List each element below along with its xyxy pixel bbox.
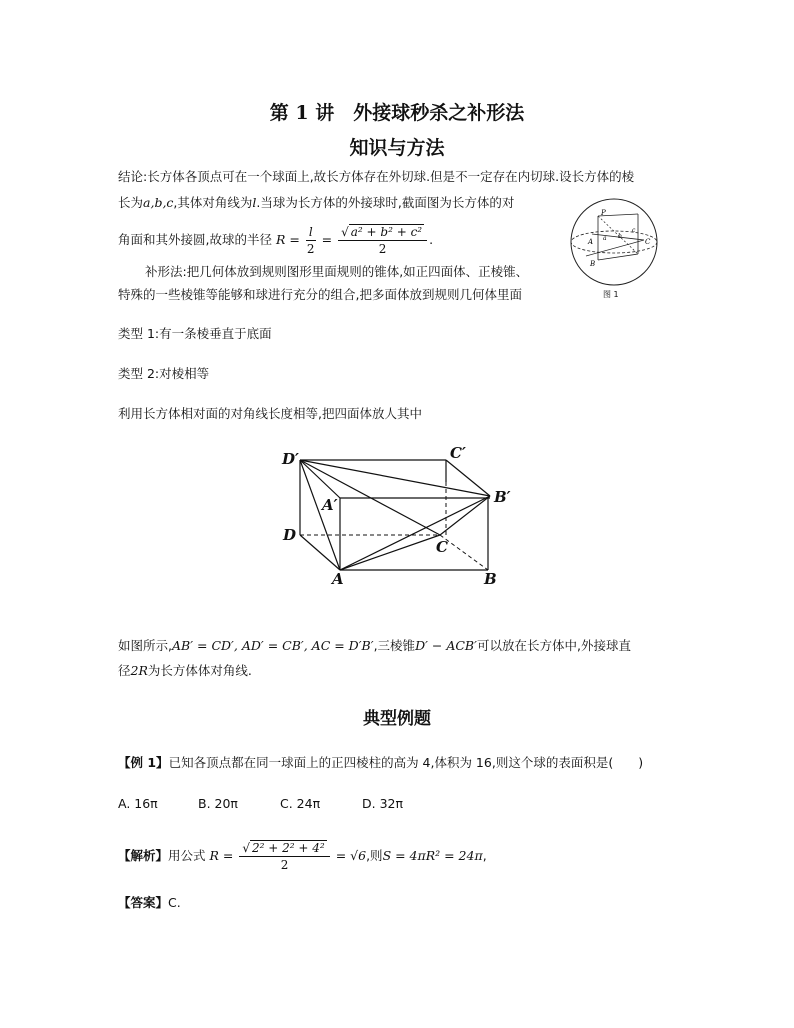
- fig1-label-c: C: [645, 238, 651, 246]
- section-title-knowledge: 知识与方法: [349, 137, 445, 159]
- page-title: 第 1 讲 外接球秒杀之补形法: [269, 102, 525, 124]
- option-b: B. 20π: [198, 796, 238, 811]
- supplement-line-2: 特殊的一些棱锥等能够和球进行充分的组合,把多面体放到规则几何体里面: [118, 287, 522, 302]
- fig1-label-c-small: c: [632, 227, 636, 234]
- option-d: D. 32π: [362, 796, 404, 811]
- solution: 【解析】用公式 R = $\frac{\text{√ 2² + 2² + 4²}}{2}$ = √6,则S = 4πR² = 24π,: [118, 841, 487, 872]
- label-a: A: [332, 570, 344, 588]
- option-c: C. 24π: [280, 796, 321, 811]
- fig1-label-p: P: [601, 209, 606, 217]
- cuboid-figure: [278, 440, 528, 590]
- sphere-figure: [568, 196, 660, 288]
- label-d-prime: D′: [282, 450, 299, 468]
- conclusion-line-1: 结论:长方体各顶点可在一个球面上,故长方体存在外切球.但是不一定存在内切球.设长方体的棱: [118, 169, 635, 184]
- label-c-prime: C′: [450, 444, 466, 462]
- fig1-label-b: B: [590, 260, 596, 268]
- label-a-prime: A′: [322, 496, 338, 514]
- section-title-examples: 典型例题: [363, 709, 431, 729]
- explanation-line-2: 径2R为长方体体对角线.: [118, 663, 252, 678]
- supplement-line-1: 补形法:把几何体放到规则图形里面规则的锥体,如正四面体、正棱锥、: [145, 264, 529, 279]
- label-c: C: [436, 538, 448, 556]
- type-2-description: 利用长方体相对面的对角线长度相等,把四面体放人其中: [118, 406, 422, 421]
- type-2: 类型 2:对棱相等: [118, 366, 210, 381]
- fig1-label-a: A: [588, 238, 594, 246]
- fig1-label-a-small: a: [603, 235, 607, 242]
- label-b: B: [484, 570, 497, 588]
- explanation-line-1: 如图所示,AB′ = CD′, AD′ = CB′, AC = D′B′,三棱锥D′ − ACB′可以放在长方体中,外接球直: [118, 638, 631, 653]
- label-b-prime: B′: [494, 488, 511, 506]
- conclusion-line-2: 长为a,b,c,其体对角线为l.当球为长方体的外接球时,截面图为长方体的对: [118, 195, 515, 210]
- fig1-label-b-small: b: [618, 233, 622, 240]
- answer: 【答案】C.: [118, 895, 181, 910]
- conclusion-line-3: 角面和其外接圆,故球的半径 R = $\frac{l}{2}$ = $\frac{\text{√ a² + b² + c²}}{2}$ .: [118, 225, 434, 256]
- type-1: 类型 1:有一条棱垂直于底面: [118, 326, 272, 341]
- label-d: D: [283, 526, 297, 544]
- radius-formula: R =: [275, 232, 300, 247]
- figure-1-caption: 图 1: [603, 290, 619, 299]
- option-a: A. 16π: [118, 796, 158, 811]
- example-1: 【例 1】已知各顶点都在同一球面上的正四棱柱的高为 4,体积为 16,则这个球的表面积是( ): [118, 755, 644, 770]
